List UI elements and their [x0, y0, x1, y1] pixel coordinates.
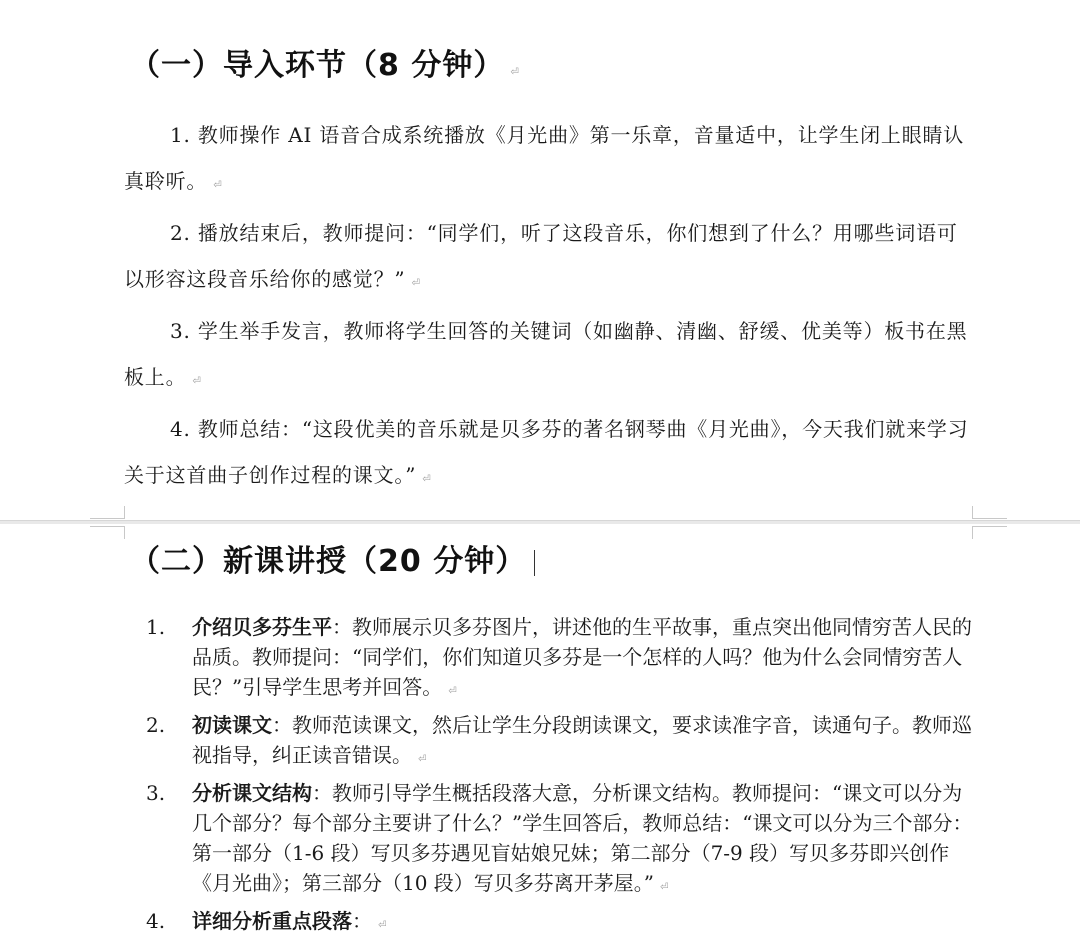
list-item: 4. 详细分析重点段落： ⏎	[146, 909, 387, 933]
page-corner-mark	[972, 526, 1007, 539]
list-item: 1. 介绍贝多芬生平：教师展示贝多芬图片，讲述他的生平故事，重点突出他同情穷苦人民的品质。教师提问：“同学们，你们知道贝多芬是一个怎样的人吗？他为什么会同情穷苦人民？”引导学生思考并回答。 ⏎	[146, 615, 972, 699]
section-heading: （一）导入环节（8 分钟） ⏎	[130, 48, 520, 83]
paragraph: 2. 播放结束后，教师提问：“同学们，听了这段音乐，你们想到了什么？用哪些词语可以形容这段音乐给你的感觉？” ⏎	[124, 221, 958, 291]
page-corner-mark	[972, 506, 1007, 519]
paragraph: 3. 学生举手发言，教师将学生回答的关键词（如幽静、清幽、舒缓、优美等）板书在黑板上。 ⏎	[124, 319, 968, 389]
page-corner-mark	[90, 526, 125, 539]
page-corner-mark	[90, 506, 125, 519]
text-cursor	[534, 550, 535, 576]
paragraph: 1. 教师操作 AI 语音合成系统播放《月光曲》第一乐章，音量适中，让学生闭上眼睛认真聆听。 ⏎	[124, 123, 965, 193]
numbered-list	[140, 612, 980, 944]
section-heading[interactable]: （二）新课讲授（20 分钟）	[130, 536, 535, 580]
document-page-2	[0, 524, 1080, 933]
list-item: 3. 分析课文结构：教师引导学生概括段落大意，分析课文结构。教师提问：“课文可以分为几个部分？每个部分主要讲了什么？”学生回答后，教师总结：“课文可以分为三个部分：第一部分（1-6 段）写贝多芬遇见盲姑娘兄妹；第二部分（7-9 段）写贝多芬即兴创作《月光曲》；第三部分（10 段）写贝多芬离开茅屋。” ⏎	[146, 781, 973, 895]
list-item: 2. 初读课文：教师范读课文，然后让学生分段朗读课文，要求读准字音，读通句子。教师巡视指导，纠正读音错误。 ⏎	[146, 713, 972, 767]
paragraph: 4. 教师总结：“这段优美的音乐就是贝多芬的著名钢琴曲《月光曲》，今天我们就来学习关于这首曲子创作过程的课文。” ⏎	[124, 417, 969, 487]
